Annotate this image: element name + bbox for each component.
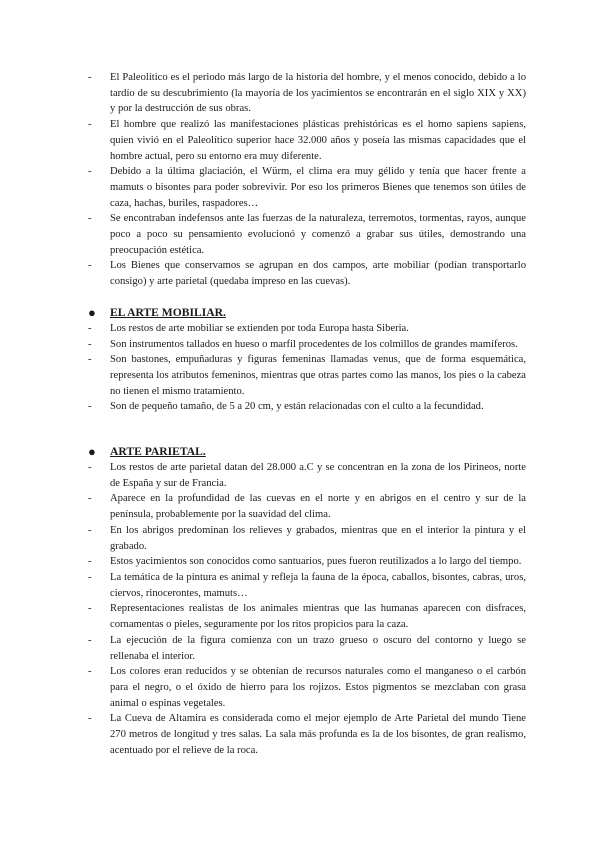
list-item: - El Paleolítico es el periodo más largo de la historia del hombre, y el menos conocido, debido a lo tardío de su descubrimiento (la mayoría de los yacimientos se encontrarán en el siglo XIX y XX) y por la destrucción de sus obras. [88,70,526,117]
list-item: - Se encontraban indefensos ante las fuerzas de la naturaleza, terremotos, tormentas, rayos, aunque poco a poco su pensamiento evolucionó y comenzó a grabar sus útiles, demostrando una preocupación estética. [88,211,526,258]
bullet-icon: ● [88,304,96,320]
bullet-icon: ● [88,444,96,460]
section-title: EL ARTE MOBILIAR. [110,305,226,319]
document-body [88,70,526,758]
list-item: - La temática de la pintura es animal y refleja la fauna de la época, caballos, bisontes, cabras, uros, ciervos, rinocerontes, mamuts… [88,570,526,601]
list-item: - Los restos de arte mobiliar se extienden por toda Europa hasta Siberia. [88,321,526,337]
list-item: - Los restos de arte parietal datan del 28.000 a.C y se concentran en la zona de los Pirineos, norte de España y sur de Francia. [88,460,526,491]
mobiliar-list [88,321,526,415]
spacer [88,290,526,305]
intro-list [88,70,526,290]
list-item: - Representaciones realistas de los animales mientras que las humanas aparecen con disfraces, cornamentas o pieles, seguramente por los ritos propicios para la caza. [88,601,526,632]
list-item: - Los Bienes que conservamos se agrupan en dos campos, arte mobiliar (podían transportarlo consigo) y arte parietal (quedaba impreso en las cuevas). [88,258,526,289]
list-item: - La ejecución de la figura comienza con un trazo grueso o oscuro del contorno y luego se rellenaba el interior. [88,633,526,664]
list-item: - Los colores eran reducidos y se obtenían de recursos naturales como el manganeso o el carbón para el negro, o el óxido de hierro para los rojizos. Estos pigmentos se mezclaban con grasa animal o espinas vegetales. [88,664,526,711]
parietal-list [88,460,526,758]
list-item: - Son instrumentos tallados en hueso o marfil procedentes de los colmillos de grandes mamíferos. [88,337,526,353]
list-item: - Son bastones, empuñaduras y figuras femeninas llamadas venus, que de forma esquemática, representa los atributos femeninos, mientras que otras partes como las manos, los pies o la cabeza no tienen el mismo tratamiento. [88,352,526,399]
list-item: - El hombre que realizó las manifestaciones plásticas prehistóricas es el homo sapiens sapiens, quien vivió en el Paleolítico superior hace 32.000 años y poseía las mismas capacidades que el hombre actual, pero su entorno era muy diferente. [88,117,526,164]
list-item: - Debido a la última glaciación, el Würm, el clima era muy gélido y tenía que hacer frente a mamuts o bisontes para poder sobrevivir. Por eso los primeros Bienes que tenemos son útiles de caza, hachas, buriles, raspadores… [88,164,526,211]
list-item: - La Cueva de Altamira es considerada como el mejor ejemplo de Arte Parietal del mundo Tiene 270 metros de longitud y tres salas. La sala más profunda es la de los bisontes, de gran realismo, acentuado por el relieve de la roca. [88,711,526,758]
section-heading-arte-parietal [88,444,526,460]
list-item: - Aparece en la profundidad de las cuevas en el norte y en abrigos en el centro y sur de la península, probablemente por la suavidad del clima. [88,491,526,522]
section-heading-arte-mobiliar [88,305,526,321]
spacer [88,415,526,444]
list-item: - En los abrigos predominan los relieves y grabados, mientras que en el interior la pintura y el grabado. [88,523,526,554]
section-title: ARTE PARIETAL. [110,445,206,459]
list-item: - Son de pequeño tamaño, de 5 a 20 cm, y están relacionadas con el culto a la fecundidad. [88,399,526,415]
list-item: - Estos yacimientos son conocidos como santuarios, pues fueron reutilizados a lo largo del tiempo. [88,554,526,570]
